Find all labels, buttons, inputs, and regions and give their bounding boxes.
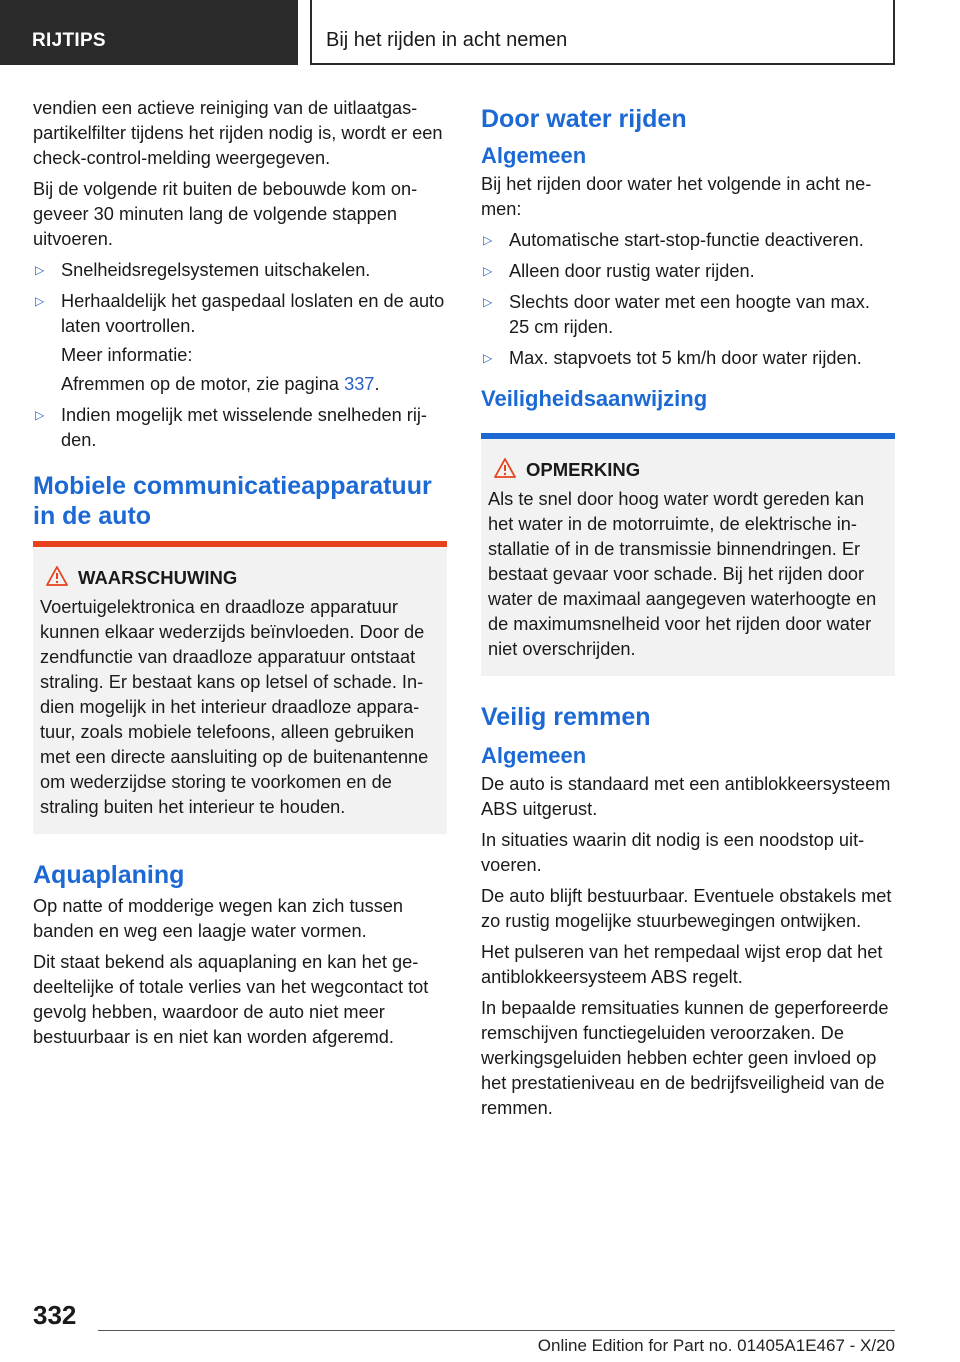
- notice-text: Als te snel door hoog water wordt gereden kan het water in de motorruimte, de elektrische installatie of in de transmissie binnendringen. Er bestaat gevaar voor schade. Bij het rijden door water de maximaal aangegeven waterhoogte en de maximumsnelheid voor het rijden door water niet overschrijden.: [488, 489, 877, 659]
- paragraph: Dit staat bekend als aquaplaning en kan het gedeeltelijke of totale verlies van het wegcontact tot gevolg hebben, waardoor de auto niet meer bestuurbaar is en niet kan worden afgeremd.: [33, 952, 429, 1047]
- triangle-bullet-icon: ▷: [483, 233, 493, 247]
- list-item: ▷ Max. stapvoets tot 5 km/h door water rijden.: [481, 346, 895, 371]
- paragraph: De auto blijft bestuurbaar. Eventuele obstakels met zo rustig mogelijke stuurbewegingen ontwijken.: [481, 886, 892, 931]
- page-reference-link[interactable]: 337: [344, 374, 375, 394]
- paragraph: Bij de volgende rit buiten de bebouwde kom ongeveer 30 minuten lang de volgende stappen uitvoeren.: [33, 179, 418, 249]
- triangle-bullet-icon: ▷: [35, 263, 45, 277]
- paragraph: Op natte of modderige wegen kan zich tussen banden en weg een laagje water vormen.: [33, 896, 404, 941]
- paragraph: Het pulseren van het rempedaal wijst erop dat het antiblokkeersysteem ABS regelt.: [481, 942, 883, 987]
- header-chapter-tab: [310, 0, 895, 65]
- subheading-general: Algemeen: [481, 743, 587, 768]
- triangle-bullet-icon: ▷: [35, 408, 45, 422]
- header-chapter-label: Bij het rijden in acht nemen: [326, 29, 568, 51]
- warning-title: WAARSCHUWING: [40, 565, 439, 591]
- notice-title: OPMERKING: [488, 457, 887, 483]
- list-item: ▷ Herhaaldelijk het gaspedaal loslaten en de auto laten voortrollen. Meer informatie: Afremmen op de motor, zie pagina 337.: [33, 289, 447, 397]
- paragraph: Bij het rijden door water het volgende in acht nemen:: [481, 174, 872, 219]
- footer-edition: Online Edition for Part no. 01405A1E467 - X/20: [537, 1336, 895, 1355]
- water-step-list: [481, 228, 895, 371]
- paragraph: De auto is standaard met een antiblokkeersysteem ABS uitgerust.: [481, 774, 891, 819]
- list-item: ▷ Snelheidsregelsystemen uitschakelen.: [33, 258, 447, 283]
- section-heading-water: Door water rijden: [481, 105, 687, 133]
- warning-triangle-icon: [494, 458, 516, 478]
- section-heading-mobile: Mobiele communicatieapparatuur in de auto: [33, 472, 432, 530]
- section-heading-aquaplaning: Aquaplaning: [33, 861, 185, 889]
- paragraph: In situaties waarin dit nodig is een noodstop uitvoeren.: [481, 830, 865, 875]
- subheading-safety: Veiligheidsaanwijzing: [481, 386, 708, 411]
- footer-divider: [98, 1330, 895, 1331]
- triangle-bullet-icon: ▷: [483, 351, 493, 365]
- header-section-label: RIJTIPS: [32, 30, 106, 51]
- list-item: ▷ Slechts door water met een hoogte van max. 25 cm rijden.: [483, 292, 870, 337]
- right-column: [481, 96, 895, 1127]
- notice-box: [481, 433, 895, 676]
- header-section-tab: [0, 0, 298, 65]
- page-number: 332: [33, 1300, 77, 1330]
- cross-reference: Afremmen op de motor, zie pagina 337.: [61, 374, 380, 394]
- paragraph: vendien een actieve reiniging van de uitlaatgaspartikelfilter tijdens het rijden nodig is, wordt er een check-control-melding weergegeven.: [33, 98, 443, 168]
- section-heading-brakes: Veilig remmen: [481, 703, 651, 731]
- list-item: ▷ Alleen door rustig water rijden.: [481, 259, 895, 284]
- list-item: ▷ Indien mogelijk met wisselende snelheden rijden.: [35, 405, 427, 450]
- left-column: [33, 96, 447, 1056]
- step-list: [33, 258, 447, 453]
- subheading-general: Algemeen: [481, 143, 587, 168]
- triangle-bullet-icon: ▷: [483, 295, 493, 309]
- triangle-bullet-icon: ▷: [483, 264, 493, 278]
- triangle-bullet-icon: ▷: [35, 294, 45, 308]
- more-info-label: Meer informatie:: [61, 345, 193, 365]
- warning-box: [33, 541, 447, 834]
- warning-triangle-icon: [46, 566, 68, 586]
- warning-text: Voertuigelektronica en draadloze apparatuur kunnen elkaar wederzijds beïnvloeden. Door de zendfunctie van draadloze apparatuur ontstaat straling. Er bestaat kans op letsel of schade. Indien mogelijk in het interieur draadloze apparatuur, zoals mobiele telefoons, alleen gebruiken met een directe aansluiting op de buitenantenne om wederzijdse storing te voorkomen en de straling buiten het interieur te houden.: [40, 597, 429, 817]
- paragraph: In bepaalde remsituaties kunnen de geperforeerde remschijven functiegeluiden veroorzaken. De werkingsgeluiden hebben echter geen invloed op het prestatieniveau en de bedrijfsveiligheid van de remmen.: [481, 998, 889, 1118]
- list-item: ▷ Automatische start-stop-functie deactiveren.: [481, 228, 895, 253]
